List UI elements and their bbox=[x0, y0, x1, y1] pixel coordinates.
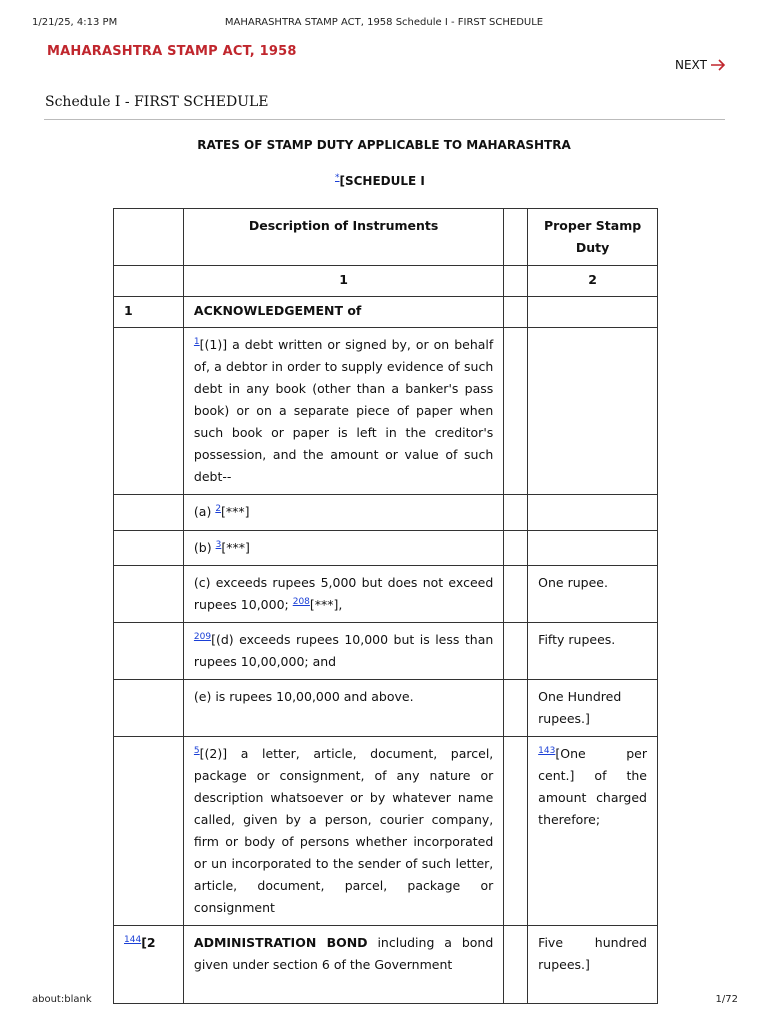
rates-heading: RATES OF STAMP DUTY APPLICABLE TO MAHARASHTRA bbox=[197, 138, 571, 152]
print-datetime: 1/21/25, 4:13 PM bbox=[32, 17, 118, 28]
footnote-link[interactable]: 144 bbox=[124, 934, 142, 945]
table-row bbox=[114, 623, 658, 680]
row-description: (b) $^3$[***] bbox=[183, 531, 503, 566]
footnote-link-star[interactable]: * bbox=[335, 173, 340, 183]
footnote-link[interactable]: 2 bbox=[215, 503, 222, 514]
row-description: ACKNOWLEDGEMENT of bbox=[183, 297, 503, 328]
header-duty: Proper Stamp Duty bbox=[528, 209, 658, 266]
divider bbox=[44, 119, 725, 120]
row-duty: Five hundred rupees.] bbox=[528, 926, 658, 1004]
row-description: $^{209}$[(d) exceeds rupees 10,000 but is less than rupees 10,00,000; and bbox=[183, 623, 503, 680]
table-row bbox=[114, 297, 658, 328]
footnote-link[interactable]: 3 bbox=[215, 539, 222, 550]
table-header-row bbox=[114, 209, 658, 266]
print-url: about:blank bbox=[32, 994, 92, 1005]
next-link[interactable] bbox=[675, 58, 726, 72]
site-title: MAHARASHTRA STAMP ACT, 1958 bbox=[47, 44, 297, 59]
row-duty: $^{143}$[One per cent.] of the amount charged therefore; bbox=[528, 737, 658, 926]
print-doc-title: MAHARASHTRA STAMP ACT, 1958 Schedule I - FIRST SCHEDULE bbox=[224, 17, 544, 28]
row-number: $^{144}$[2 bbox=[114, 926, 184, 1004]
print-page-number: 1/72 bbox=[715, 994, 738, 1005]
col-number-row bbox=[114, 266, 658, 297]
table-row bbox=[114, 531, 658, 566]
table-row bbox=[114, 737, 658, 926]
row-duty: Fifty rupees. bbox=[528, 623, 658, 680]
row-description: (c) exceeds rupees 5,000 but does not exceed rupees 10,000; $^{208}$[***], bbox=[183, 566, 503, 623]
table-row bbox=[114, 566, 658, 623]
footnote-link[interactable]: 209 bbox=[193, 631, 212, 642]
footnote-link[interactable]: 1 bbox=[193, 336, 200, 347]
next-label: NEXT bbox=[675, 58, 707, 72]
table-row bbox=[114, 680, 658, 737]
row-duty: One Hundred rupees.] bbox=[528, 680, 658, 737]
header-cell-narrow bbox=[504, 209, 528, 266]
row-description: (e) is rupees 10,00,000 and above. bbox=[183, 680, 503, 737]
schedule-heading: Schedule I - FIRST SCHEDULE bbox=[45, 94, 269, 110]
table-row bbox=[114, 926, 658, 1004]
row-title: ADMINISTRATION BOND bbox=[193, 935, 368, 950]
table-row bbox=[114, 328, 658, 495]
schedule-sub-text: [SCHEDULE I bbox=[339, 174, 425, 188]
stamp-duty-table bbox=[113, 208, 658, 1004]
col-number-2: 2 bbox=[528, 266, 658, 297]
row-duty: One rupee. bbox=[528, 566, 658, 623]
row-description: $^1$[(1)] a debt written or signed by, or on behalf of, a debtor in order to supply evidence of such debt in any book (other than a banker's pass book) or on a separate piece of paper when such book or paper is left in the creditor's possession, and the amount or value of such debt-- bbox=[183, 328, 503, 495]
row-description: $^5$[(2)] a letter, article, document, parcel, package or consignment, of any nature or description whatsoever or by whatever name called, given by a person, courier company, firm or body of persons whether incorporated or un incorporated to the sender of such letter, article, document, parcel, package or consignment bbox=[183, 737, 503, 926]
schedule-subheading bbox=[335, 174, 425, 188]
header-description: Description of Instruments bbox=[183, 209, 503, 266]
footnote-link[interactable]: 143 bbox=[538, 745, 556, 756]
row-description: ADMINISTRATION BOND including a bond given under section 6 of the Government bbox=[183, 926, 503, 1004]
print-header bbox=[0, 17, 768, 31]
col-number-1: 1 bbox=[183, 266, 503, 297]
footnote-link[interactable]: 208 bbox=[292, 596, 310, 607]
row-number: 1 bbox=[114, 297, 184, 328]
row-description: (a) $^2$[***] bbox=[183, 495, 503, 531]
table-row bbox=[114, 495, 658, 531]
footnote-link[interactable]: 5 bbox=[193, 745, 200, 756]
header-cell-empty bbox=[114, 209, 184, 266]
arrow-right-icon bbox=[710, 59, 726, 71]
